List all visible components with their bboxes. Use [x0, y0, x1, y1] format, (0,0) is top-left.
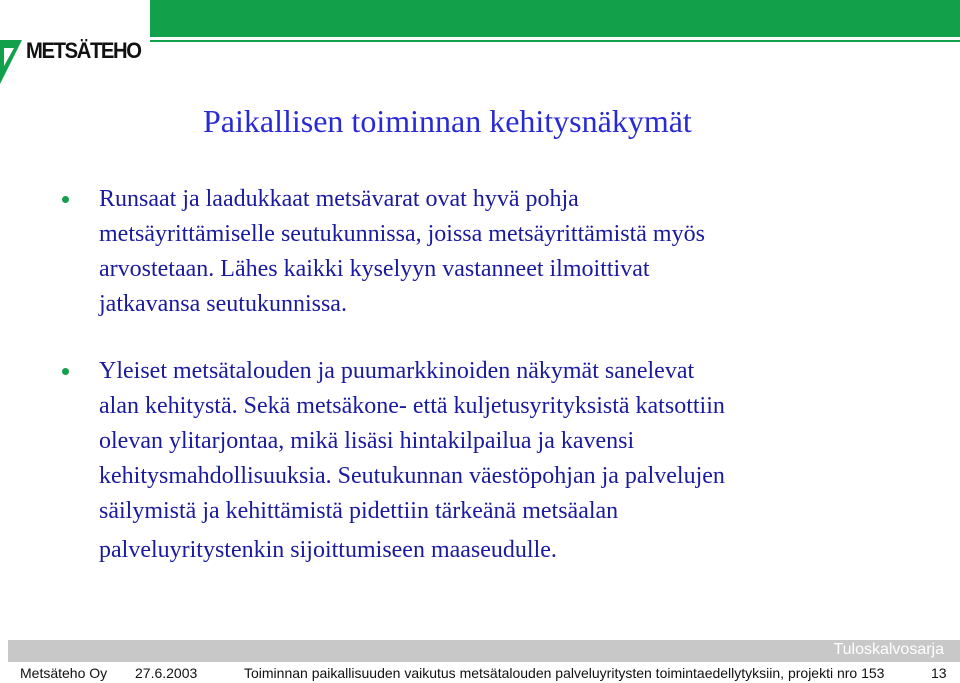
header-band: [150, 0, 960, 37]
bullet-line: alan kehitystä. Sekä metsäkone- että kuljetusyrityksistä katsottiin: [99, 393, 725, 419]
header-underline: [150, 40, 960, 42]
bullet-line: olevan ylitarjontaa, mikä lisäsi hintakilpailua ja kavensi: [99, 428, 635, 454]
logo-text: METSÄTEHO: [26, 38, 141, 63]
footer-bar: [8, 640, 960, 662]
bullet-line: metsäyrittämiselle seutukunnissa, joissa metsäyrittämistä myös: [99, 221, 705, 247]
bullet-marker: [62, 196, 69, 203]
bullet-line: arvostetaan. Lähes kaikki kyselyyn vastanneet ilmoittivat: [99, 256, 650, 282]
footer-description: Toiminnan paikallisuuden vaikutus metsätalouden palveluyritysten toimintaedellytyksiin, projekti nro 153: [244, 665, 885, 681]
bullet-paragraph-1: [99, 182, 889, 322]
footer-series-label: Tuloskalvosarja: [833, 641, 944, 658]
bullet-paragraph-2: [99, 354, 889, 568]
bullet-line: palveluyritystenkin sijoittumiseen maaseudulle.: [99, 537, 557, 563]
slide-title: Paikallisen toiminnan kehitysnäkymät: [203, 103, 692, 139]
footer-company: Metsäteho Oy: [20, 665, 108, 681]
bullet-line: kehitysmahdollisuuksia. Seutukunnan väestöpohjan ja palvelujen: [99, 463, 725, 489]
footer-page-number: 13: [931, 665, 947, 681]
bullet-line: Runsaat ja laadukkaat metsävarat ovat hyvä pohja: [99, 186, 579, 212]
bullet-marker: [62, 368, 69, 375]
bullet-line: säilymistä ja kehittämistä pidettiin tärkeänä metsäalan: [99, 498, 619, 524]
footer-date: 27.6.2003: [135, 665, 198, 681]
bullet-line: jatkavansa seutukunnissa.: [99, 291, 347, 317]
bullet-line: Yleiset metsätalouden ja puumarkkinoiden näkymät sanelevat: [99, 358, 695, 384]
